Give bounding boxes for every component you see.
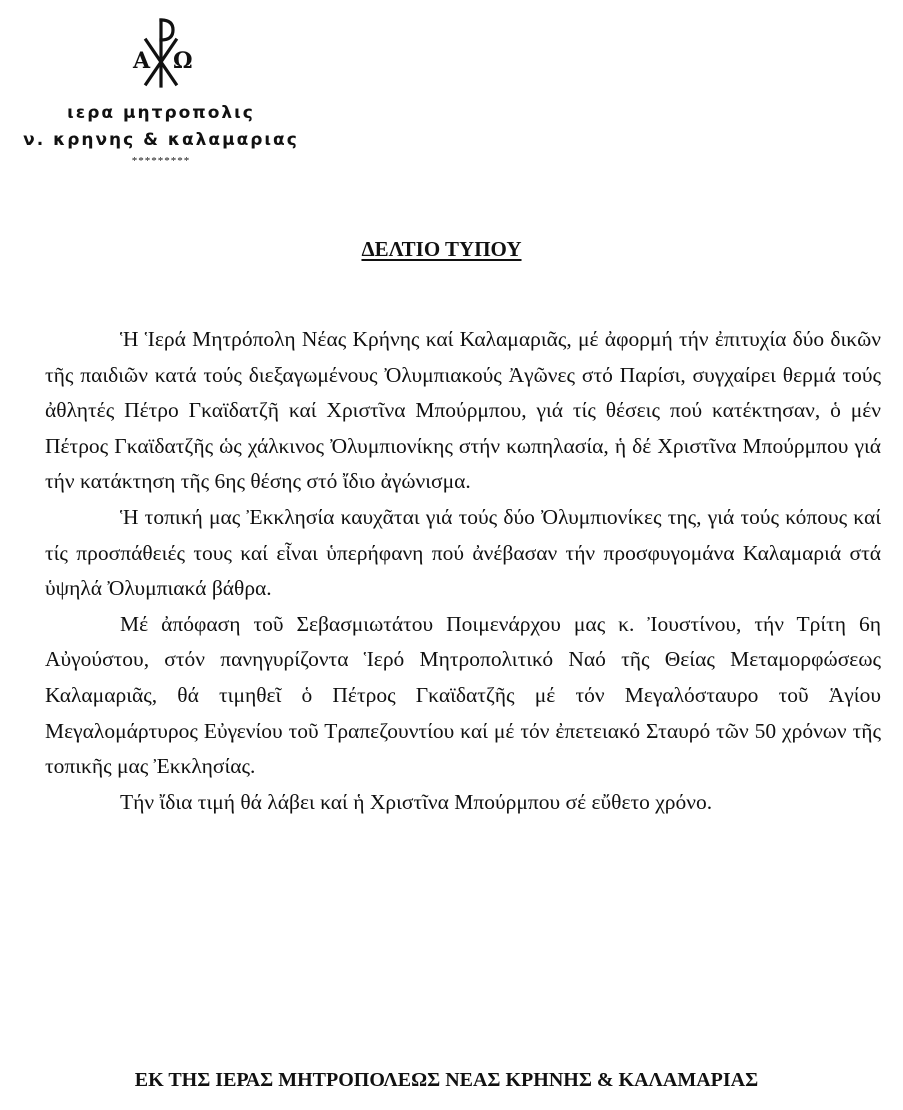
letterhead-line-2: ν. κρηνης & καλαμαριας [23, 130, 299, 150]
alpha-letter: Α [133, 48, 151, 74]
paragraph-4: Τήν ἴδια τιμή θά λάβει καί ἡ Χριστῖνα Μπούρμπου σέ εὔθετο χρόνο. [120, 789, 713, 814]
paragraph-1: Ἡ Ἱερά Μητρόπολη Νέας Κρήνης καί Καλαμαριᾶς, μέ ἀφορμή τήν ἐπιτυχία δύο δικῶν τῆς παιδιῶν κατά τούς διεξαγωμένους Ὀλυμπιακούς Ἀγῶνες στό Παρίσι, συγχαίρει θερμά τούς ἀθλητές Πέτρο Γκαϊδατζῆ καί Χριστῖνα Μπούρμπου, γιά τίς θέσεις πού κατέκτησαν, ὁ μέν Πέτρος Γκαϊδατζῆς ὡς χάλκινος Ὀλυμπιονίκης στήν κωπηλασία, ἡ δέ Χριστῖνα Μπούρμπου γιά τήν κατάκτηση τῆς 6ης θέσης στό ἴδιο ἀγώνισμα. [45, 327, 881, 494]
document-title: ΔΕΛΤΙΟ ΤΥΠΟΥ [361, 237, 522, 261]
letterhead-separator: ********* [131, 155, 191, 167]
letterhead-line-1: ιερα μητροπολις [67, 103, 255, 123]
paragraph-2: Ἡ τοπική μας Ἐκκλησία καυχᾶται γιά τούς δύο Ὀλυμπιονίκες της, γιά τούς κόπους καί τίς προσπάθειές τους καί εἶναι ὑπερήφανη πού ἀνέβασαν τήν προσφυγομάνα Καλαμαριά στά ὑψηλά Ὀλυμπιακά βάθρα. [45, 504, 881, 601]
paragraph-3: Μέ ἀπόφαση τοῦ Σεβασμιωτάτου Ποιμενάρχου μας κ. Ἰουστίνου, τήν Τρίτη 6η Αὐγούστου, στόν πανηγυρίζοντα Ἱερό Μητροπολιτικό Ναό τῆς Θείας Μεταμορφώσεως Καλαμαριᾶς, θά τιμηθεῖ ὁ Πέτρος Γκαϊδατζῆς μέ τόν Μεγαλόσταυρο τοῦ Ἁγίου Μεγαλομάρτυρος Εὐγενίου τοῦ Τραπεζουντίου καί μέ τόν ἐπετειακό Σταυρό τῶν 50 χρόνων τῆς τοπικῆς μας Ἐκκλησίας. [45, 611, 881, 779]
letterhead [0, 10, 322, 168]
document-footer-signature: ΕΚ ΤΗΣ ΙΕΡΑΣ ΜΗΤΡΟΠΟΛΕΩΣ ΝΕΑΣ ΚΡΗΝΗΣ & ΚΑΛΑΜΑΡΙΑΣ [134, 1069, 759, 1091]
chi-rho-alpha-omega-icon [121, 10, 201, 90]
omega-letter: Ω [173, 48, 193, 74]
press-release-body [45, 322, 881, 820]
